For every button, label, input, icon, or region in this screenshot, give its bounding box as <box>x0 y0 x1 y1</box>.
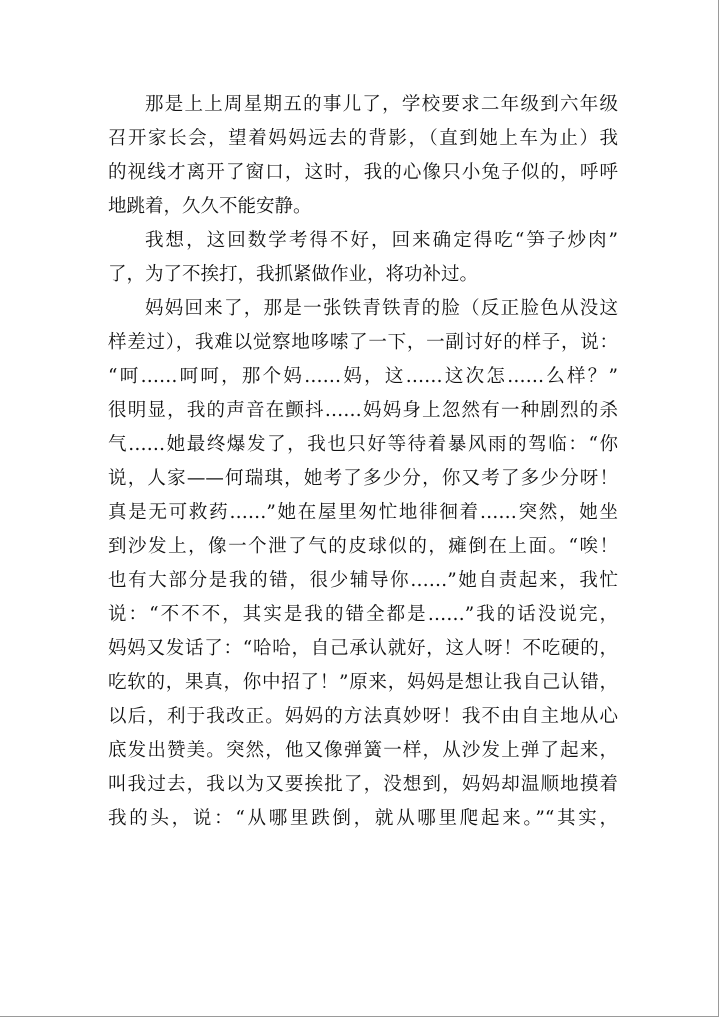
text-line: 样差过），我难以觉察地哆嗦了一下，一副讨好的样子，说： <box>108 332 618 353</box>
text-line: 吃软的，果真，你中招了！”原来，妈妈是想让我自己认错， <box>108 672 618 693</box>
text-line: “呵……呵呵，那个妈……妈，这……这次怎……么样？” <box>108 366 618 387</box>
text-line: 到沙发上，像一个泄了气的皮球似的，瘫倒在上面。“唉！ <box>108 536 618 557</box>
text-line: 也有大部分是我的错，很少辅导你……”她自责起来，我忙 <box>108 570 618 591</box>
text-line: 的视线才离开了窗口，这时，我的心像只小兔子似的，呼呼 <box>108 162 618 183</box>
text-line: 妈妈回来了，那是一张铁青铁青的脸（反正脸色从没这 <box>145 298 618 319</box>
text-line: 了，为了不挨打，我抓紧做作业，将功补过。 <box>108 264 479 285</box>
text-line: 以后，利于我改正。妈妈的方法真妙呀！我不由自主地从心 <box>108 706 618 727</box>
text-line: 妈妈又发话了：“哈哈，自己承认就好，这人呀！不吃硬的， <box>108 638 618 659</box>
text-line: 很明显，我的声音在颤抖……妈妈身上忽然有一种剧烈的杀 <box>108 400 618 421</box>
text-line: 我想，这回数学考得不好，回来确定得吃“笋子炒肉” <box>145 230 618 251</box>
text-line: 那是上上周星期五的事儿了，学校要求二年级到六年级 <box>145 94 618 115</box>
essay-body <box>108 88 618 836</box>
text-line: 底发出赞美。突然，他又像弹簧一样，从沙发上弹了起来， <box>108 740 618 761</box>
text-line: 说：“不不不，其实是我的错全都是……”我的话没说完， <box>108 604 618 625</box>
text-line: 召开家长会，望着妈妈远去的背影，（直到她上车为止）我 <box>108 128 618 149</box>
text-line: 说，人家——何瑞琪，她考了多少分，你又考了多少分呀！ <box>108 468 618 489</box>
text-line: 地跳着，久久不能安静。 <box>108 196 312 217</box>
text-line: 叫我过去，我以为又要挨批了，没想到，妈妈却温顺地摸着 <box>108 774 618 795</box>
text-line: 我的头，说：“从哪里跌倒，就从哪里爬起来。”“其实， <box>108 808 618 829</box>
text-line: 真是无可救药……”她在屋里匆忙地徘徊着……突然，她坐 <box>108 502 618 523</box>
text-line: 气……她最终爆发了，我也只好等待着暴风雨的驾临：“你 <box>108 434 618 455</box>
